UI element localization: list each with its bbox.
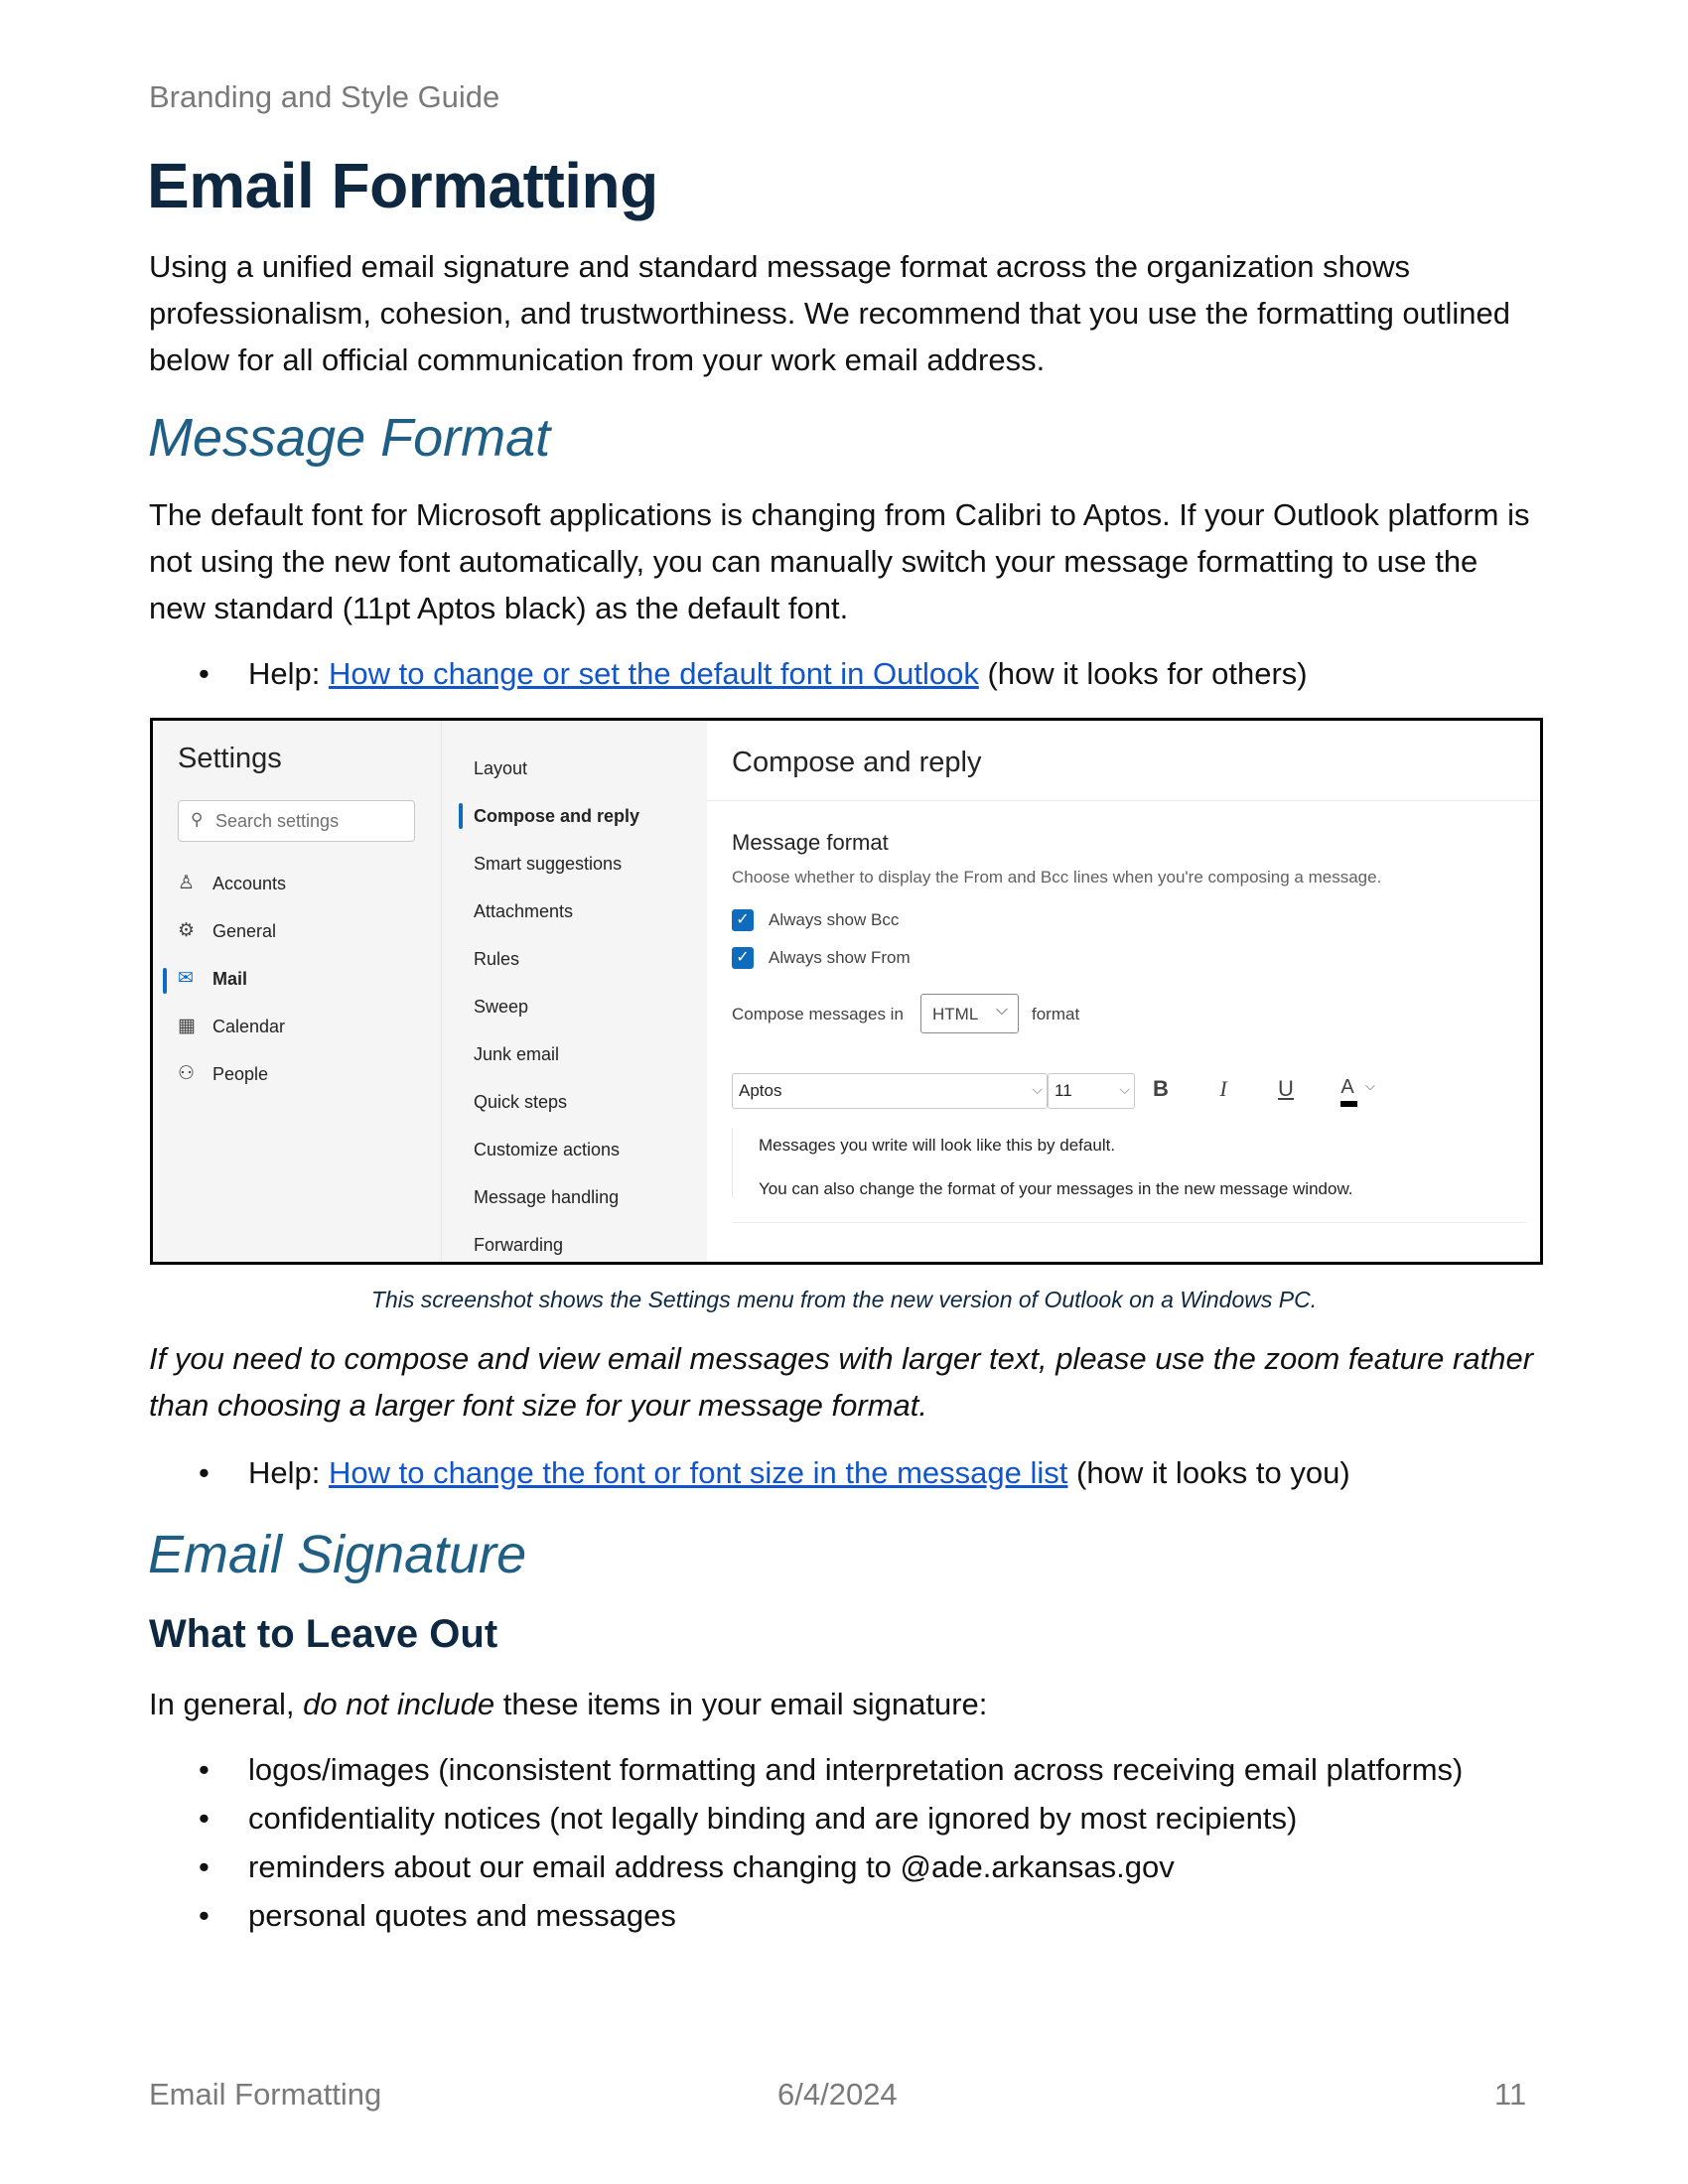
help-prefix: Help: [248,656,329,691]
underline-button[interactable]: U [1278,1076,1294,1101]
preview-border [732,1128,733,1197]
preview-line-1: Messages you write will look like this by default. [759,1136,1116,1155]
running-header: Branding and Style Guide [149,79,500,114]
signature-intro [149,1681,1539,1727]
subnav-sweep[interactable]: Sweep [474,997,529,1017]
default-font-help-link[interactable]: How to change or set the default font in Outlook [328,656,979,691]
intro-prefix: In general, [149,1687,304,1721]
subnav-compose-and-reply[interactable]: Compose and reply [474,806,640,826]
checkmark-icon: ✓ [732,947,754,969]
color-swatch [1340,1101,1357,1107]
preview-line-2: You can also change the format of your messages in the new message window. [759,1179,1353,1198]
what-to-leave-out-heading: What to Leave Out [149,1612,498,1656]
select-value: HTML [932,1005,979,1024]
mail-icon: ✉ [178,968,194,989]
outlook-settings-screenshot [150,718,1543,1265]
search-placeholder: Search settings [215,811,340,831]
bullet-icon: • [199,1898,210,1933]
intro-paragraph: Using a unified email signature and standard message format across the organization shows professionalism, cohesion, and trustworthiness. We recommend that you use the formatting outlined below for all official communication from your work email address. [149,249,1511,377]
compose-suffix: format [1032,1005,1080,1024]
bullet-icon: • [199,656,210,691]
font-family-select[interactable] [732,1073,1048,1109]
chevron-down-icon: ⌵ [995,1002,1008,1019]
gear-icon: ⚙ [178,920,196,941]
font-size-help-link[interactable]: How to change the font or font size in the message list [328,1455,1068,1490]
settings-nav-pane [153,721,441,1262]
font-size-select[interactable] [1048,1073,1135,1109]
subnav-layout[interactable]: Layout [474,758,528,778]
chevron-down-icon: ⌵ [1119,1081,1130,1097]
subnav-quick-steps[interactable]: Quick steps [474,1092,568,1112]
intro-suffix: these items in your email signature: [494,1687,988,1721]
footer-section-title: Email Formatting [149,2077,382,2112]
chevron-down-icon: ⌵ [1032,1081,1043,1097]
section-description: Choose whether to display the From and Bcc lines when you're composing a message. [732,868,1382,887]
email-signature-heading: Email Signature [148,1525,527,1584]
italic-button[interactable]: I [1219,1076,1227,1101]
panel-title: Compose and reply [732,747,982,778]
help-suffix: (how it looks for others) [978,656,1308,691]
person-icon: ♙ [178,873,196,893]
list-item-text: logos/images (inconsistent formatting and interpretation across receiving email platforms) [248,1752,1464,1787]
subnav-attachments[interactable]: Attachments [474,901,574,921]
help-bullet-text [248,1449,1350,1496]
bullet-icon: • [199,1849,210,1884]
nav-label: Accounts [212,874,287,893]
search-icon: ⚲ [191,810,204,829]
checkbox-label: Always show From [769,948,911,967]
page-number: 11 [1494,2077,1527,2112]
list-item-text: personal quotes and messages [248,1898,676,1933]
bullet-icon: • [199,1455,210,1490]
list-item-text: reminders about our email address changing to @ade.arkansas.gov [248,1849,1175,1884]
nav-label: Mail [212,969,248,989]
bullet-icon: • [199,1801,210,1836]
footer-date: 6/4/2024 [777,2077,898,2112]
section-title: Message format [732,830,889,855]
checkbox-label: Always show Bcc [769,910,900,929]
mail-subnav-pane [441,721,708,1262]
active-indicator [459,803,463,829]
nav-label: Calendar [212,1017,286,1036]
font-color-icon: A [1340,1076,1354,1098]
settings-search-input[interactable] [178,800,415,842]
select-value: Aptos [739,1081,782,1100]
message-format-heading: Message Format [148,408,551,468]
nav-label: General [212,921,277,941]
select-value: 11 [1055,1081,1072,1100]
message-format-paragraph: The default font for Microsoft applications is changing from Calibri to Aptos. If your Outlook platform is not using the new font automatically, you can manually switch your message formatting to use the new standard (11pt Aptos black) as the default font. [149,497,1530,625]
active-indicator [163,968,167,994]
list-item-text: confidentiality notices (not legally binding and are ignored by most recipients) [248,1801,1298,1836]
compose-label: Compose messages in [732,1005,904,1024]
intro-emphasis: do not include [303,1687,495,1721]
zoom-note: If you need to compose and view email messages with larger text, please use the zoom feature rather than choosing a larger font size for your message format. [149,1341,1534,1423]
subnav-message-handling[interactable]: Message handling [474,1187,620,1207]
subnav-forwarding[interactable]: Forwarding [474,1235,564,1255]
page-title: Email Formatting [147,150,658,221]
screenshot-caption: This screenshot shows the Settings menu from the new version of Outlook on a Windows PC. [370,1287,1318,1312]
bullet-icon: • [199,1752,210,1787]
chevron-down-icon: ⌵ [1365,1078,1375,1093]
checkmark-icon: ✓ [732,909,754,931]
nav-label: People [212,1064,269,1084]
settings-title: Settings [178,743,282,774]
bold-button[interactable]: B [1153,1076,1169,1101]
people-icon: ⚇ [178,1063,196,1084]
subnav-rules[interactable]: Rules [474,949,520,969]
divider [707,800,1540,801]
calendar-icon: ▦ [178,1016,196,1036]
help-suffix: (how it looks to you) [1067,1455,1350,1490]
help-bullet-text [248,650,1308,697]
subnav-smart-suggestions[interactable]: Smart suggestions [474,854,623,874]
compose-reply-panel [707,721,1540,1262]
help-prefix: Help: [248,1455,329,1490]
divider [732,1222,1526,1223]
font-color-button[interactable] [1333,1076,1375,1106]
subnav-junk-email[interactable]: Junk email [474,1044,560,1064]
compose-format-select[interactable] [920,994,1019,1033]
subnav-customize-actions[interactable]: Customize actions [474,1140,621,1160]
